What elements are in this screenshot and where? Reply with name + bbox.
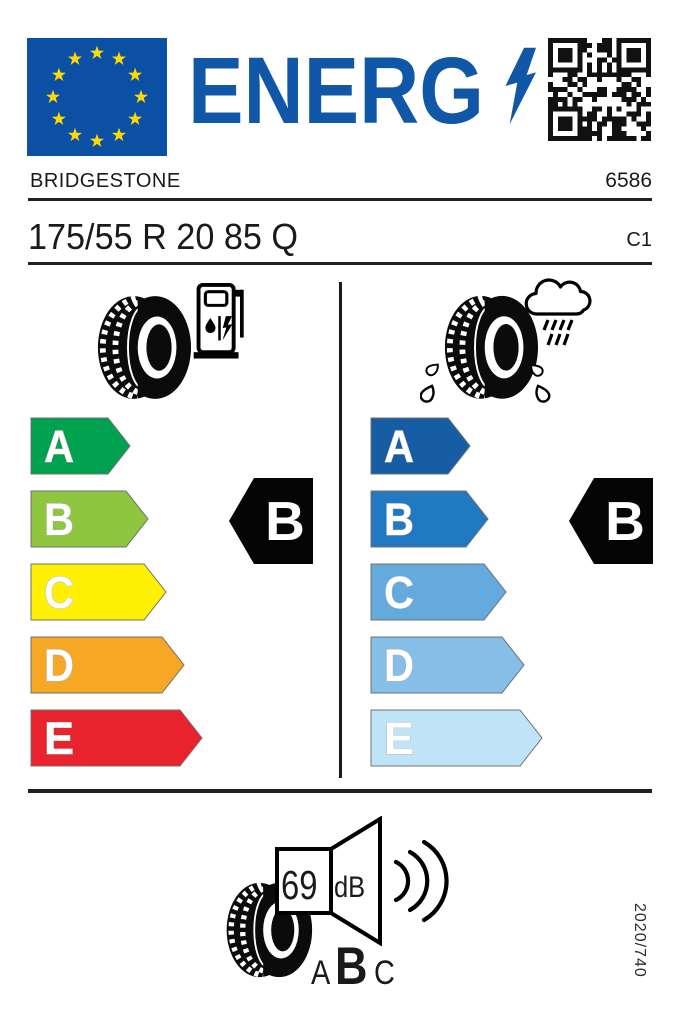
lightning-icon — [502, 44, 536, 128]
fuel-rating-arrow — [228, 477, 314, 565]
noise-class-b: B — [334, 937, 368, 996]
wet-class-B-label: B — [384, 494, 414, 545]
splash-drop-icon — [425, 361, 441, 378]
label-code: 6586 — [605, 169, 652, 192]
noise-class-a: A — [311, 954, 331, 992]
separator-line-3 — [28, 789, 652, 793]
sound-waves-icon — [396, 842, 447, 920]
fuel-class-B-label: B — [44, 494, 74, 545]
energ-text: ENERG — [188, 40, 484, 140]
splash-drop-icon — [535, 384, 551, 403]
noise-class-letters — [311, 936, 399, 996]
eu-flag-icon — [27, 38, 167, 156]
qr-code — [548, 38, 651, 141]
fuel-class-E-label: E — [44, 713, 74, 764]
fuel-rating-letter: B — [265, 490, 305, 552]
wet-class-D-label: D — [384, 640, 414, 691]
tyre-size: 175/55 R 20 85 Q — [28, 216, 298, 257]
wet-rating-arrow — [568, 477, 654, 565]
regulation-number: 2020/740 — [631, 903, 648, 978]
wet-class-C-label: C — [384, 567, 414, 618]
fuel-class-D-label: D — [44, 640, 74, 691]
wet-class-A-label: A — [384, 421, 414, 472]
fuel-pump-icon — [193, 281, 247, 359]
fuel-class-A-label: A — [44, 421, 74, 472]
splash-drop-icon — [420, 384, 435, 403]
brand-name: BRIDGESTONE — [30, 170, 181, 192]
noise-class-c: C — [373, 954, 395, 992]
rain-cloud-icon — [521, 278, 601, 356]
noise-value: 69 — [281, 862, 318, 908]
energ-wordmark — [188, 40, 500, 140]
fuel-class-C-label: C — [44, 567, 74, 618]
column-divider — [339, 282, 342, 778]
wet-class-scale — [370, 417, 570, 769]
separator-line-2 — [28, 262, 652, 265]
tyre-class-code: C1 — [626, 229, 652, 251]
separator-line-1 — [28, 198, 652, 201]
fuel-class-scale — [30, 417, 230, 769]
wet-rating-letter: B — [605, 490, 645, 552]
fuel-tire-icon — [95, 293, 192, 402]
wet-class-E-label: E — [384, 713, 414, 764]
noise-unit: dB — [334, 871, 366, 904]
